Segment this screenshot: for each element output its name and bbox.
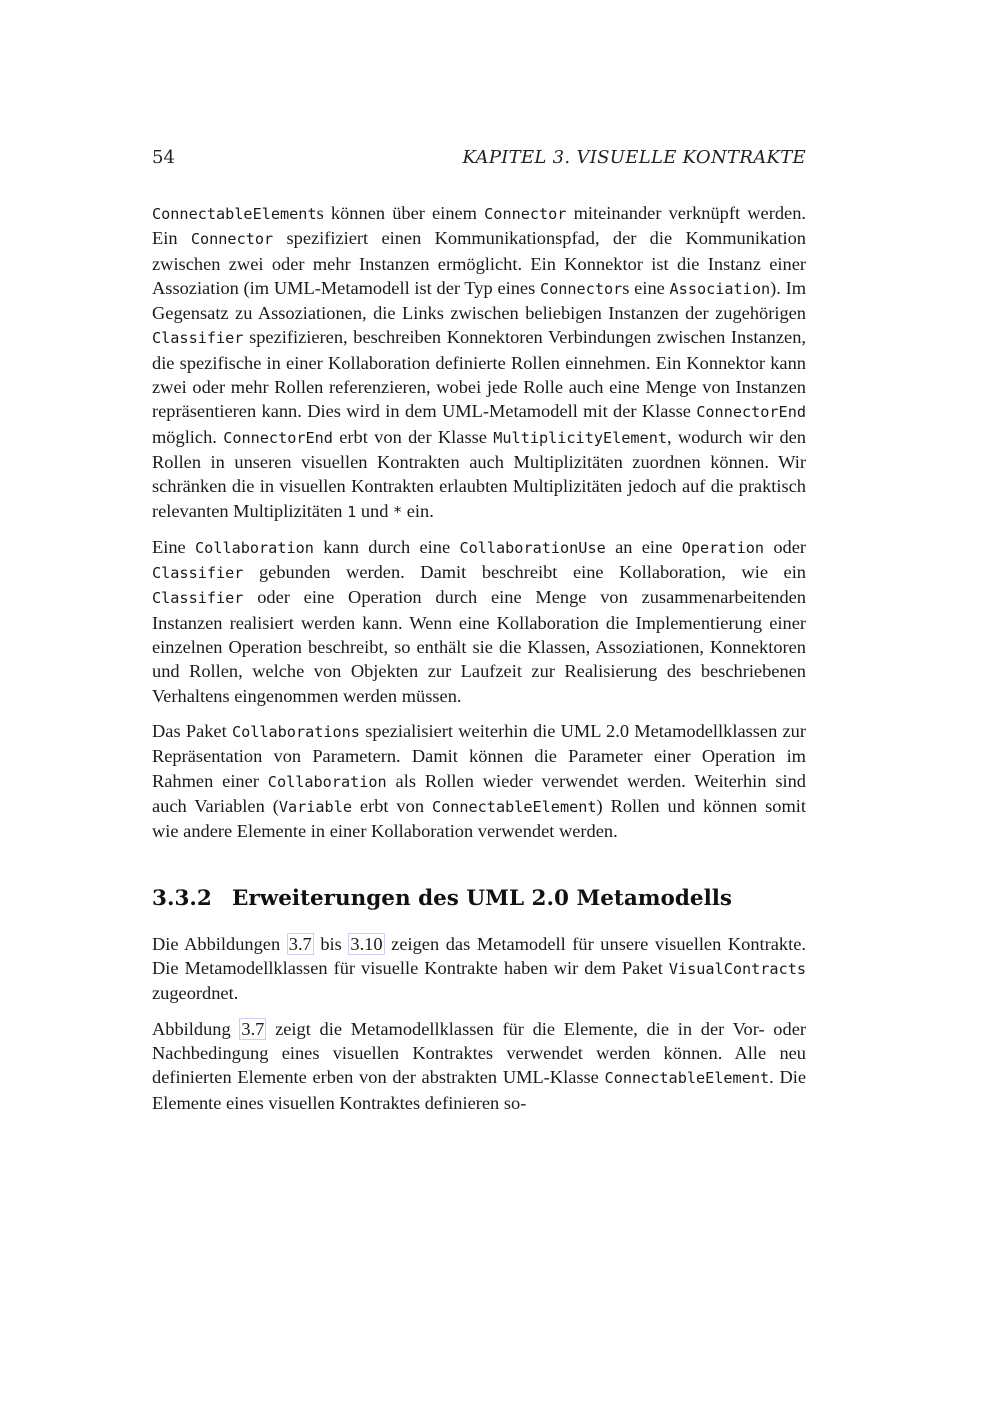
code-term: 1 [347, 502, 357, 521]
code-term: MultiplicityElement [493, 428, 667, 447]
text-run: gebunden werden. Damit beschreibt eine Kollaboration, wie ein [243, 562, 806, 583]
paragraph-connectors [152, 201, 806, 524]
text-run: miteinander verknüpft werden. Ein [152, 203, 806, 249]
code-term: Variable [278, 797, 352, 816]
code-term: Connector [190, 230, 274, 249]
code-term: CollaborationUse [459, 538, 606, 557]
text-run: oder eine Operation durch eine Menge von zusammenarbeitenden Instanzen realisiert werden kann. Wenn eine Kollaboration die Implementierung einer einzelnen Operation beschreibt, so enthält sie die Klassen, Assoziationen, Konnektoren und Rollen, welche von Objekten zur Laufzeit zur Realisierung des beschriebenen Verhaltens eingenommen werden müssen. [152, 587, 806, 706]
code-term: VisualContracts [668, 960, 806, 979]
text-run: erbt von [351, 795, 432, 816]
text-run: Eine [152, 536, 196, 557]
body-text [152, 201, 806, 1126]
text-run: zeigt die Metamodellklassen für die Elemente, die in der Vor- oder Nachbedingung eines visuellen Kontraktes verwendet werden können. Alle neu definierten Elemente erben von der abstrakten UML-Klasse [152, 1018, 806, 1088]
figure-ref-link[interactable]: 3.7 [241, 1018, 265, 1039]
text-run: als Rollen wieder verwendet werden. Weiterhin sind auch Variablen ( [152, 770, 806, 816]
code-term: ConnectableElement [152, 205, 317, 223]
code-term: ConnectorEnd [696, 403, 806, 422]
text-run: zeigen das Metamodell für unsere visuellen Kontrakte. Die Metamodellklassen für visuelle Kontrakte haben wir dem Paket [152, 933, 807, 979]
running-header [152, 147, 806, 171]
code-term: ConnectableElement [604, 1069, 770, 1088]
text-run: Die Abbildungen [152, 933, 287, 954]
text-run: erbt von der Klasse [332, 426, 494, 447]
code-term: Association [669, 279, 771, 298]
code-term: * [393, 502, 403, 521]
code-term: Operation [681, 538, 764, 557]
text-run: Abbildung [152, 1018, 240, 1039]
text-run: und [356, 500, 394, 521]
text-run: , wodurch wir den Rollen in unseren visuellen Kontrakten auch Multiplizitäten zuordnen können. Wir schränken die in visuellen Kontrakten erlaubten Multiplizitäten jedoch auf die praktisch relevanten Multiplizitäten [152, 426, 806, 521]
text-run: ). Im Gegensatz zu Assoziationen, die Links zwischen beliebigen Instanzen der zugehörigen [152, 277, 807, 324]
code-term: ConnectableElement [431, 797, 597, 816]
page-number: 54 [152, 147, 175, 168]
code-term: Collaborations [231, 722, 360, 741]
text-run: oder [764, 536, 806, 557]
section-title: Erweiterungen des UML 2.0 Metamodells [232, 886, 733, 912]
text-run: s können über einem [316, 203, 485, 223]
text-run: s eine [622, 277, 670, 298]
text-run: spezifizieren, beschreiben Konnektoren Verbindungen zwischen Instanzen, die spezifische in einer Kollaboration definierte Rollen einnehmen. Ein Konnektor kann zwei oder mehr Rollen referenzieren, wobei jede Rolle auch eine Menge von Instanzen repräsentieren kann. Dies wird in dem UML-Metamodell mit der Klasse [152, 327, 806, 422]
paragraph-figures-intro [152, 932, 806, 1006]
text-run: spezifiziert einen Kommunikationspfad, der die Kommunikation zwischen zwei oder mehr Instanzen ermöglicht. Ein Konnektor ist die Instanz einer Assoziation (im UML-Metamodell ist der Typ eines [152, 228, 807, 298]
code-term: Connector [539, 279, 623, 298]
text-run: Das Paket [152, 720, 232, 741]
text-run: bis [313, 933, 349, 954]
section-heading [152, 887, 806, 911]
paragraph-figure-3-7 [152, 1017, 806, 1115]
text-run: an eine [605, 536, 682, 557]
section-number: 3.3.2 [152, 886, 212, 912]
paragraph-parameters [152, 719, 806, 843]
code-term: Classifier [152, 589, 244, 608]
text-run: spezialisiert weiterhin die UML 2.0 Metamodellklassen zur Repräsentation von Parametern. Damit können die Parameter einer Operation im Rahmen einer [152, 720, 807, 791]
chapter-title: KAPITEL 3. VISUELLE KONTRAKTE [462, 147, 806, 168]
code-term: ConnectorEnd [223, 428, 333, 447]
code-term: Classifier [152, 564, 244, 583]
code-term: Collaboration [195, 538, 314, 557]
code-term: Collaboration [267, 772, 387, 791]
figure-ref-link[interactable]: 3.7 [288, 933, 312, 954]
text-run: zugeordnet. [152, 983, 239, 1004]
text-run: ein. [402, 500, 434, 521]
text-run: kann durch eine [313, 536, 460, 557]
code-term: Connector [484, 205, 567, 223]
paragraph-collaboration [152, 535, 806, 708]
figure-ref-link[interactable]: 3.10 [350, 933, 383, 954]
code-term: Classifier [152, 329, 244, 348]
text-run: ) Rollen und können somit wie andere Elemente in einer Kollaboration verwendet werden. [152, 795, 806, 842]
text-run: möglich. [152, 426, 224, 447]
text-run: . Die Elemente eines visuellen Kontraktes definieren so- [152, 1067, 806, 1113]
